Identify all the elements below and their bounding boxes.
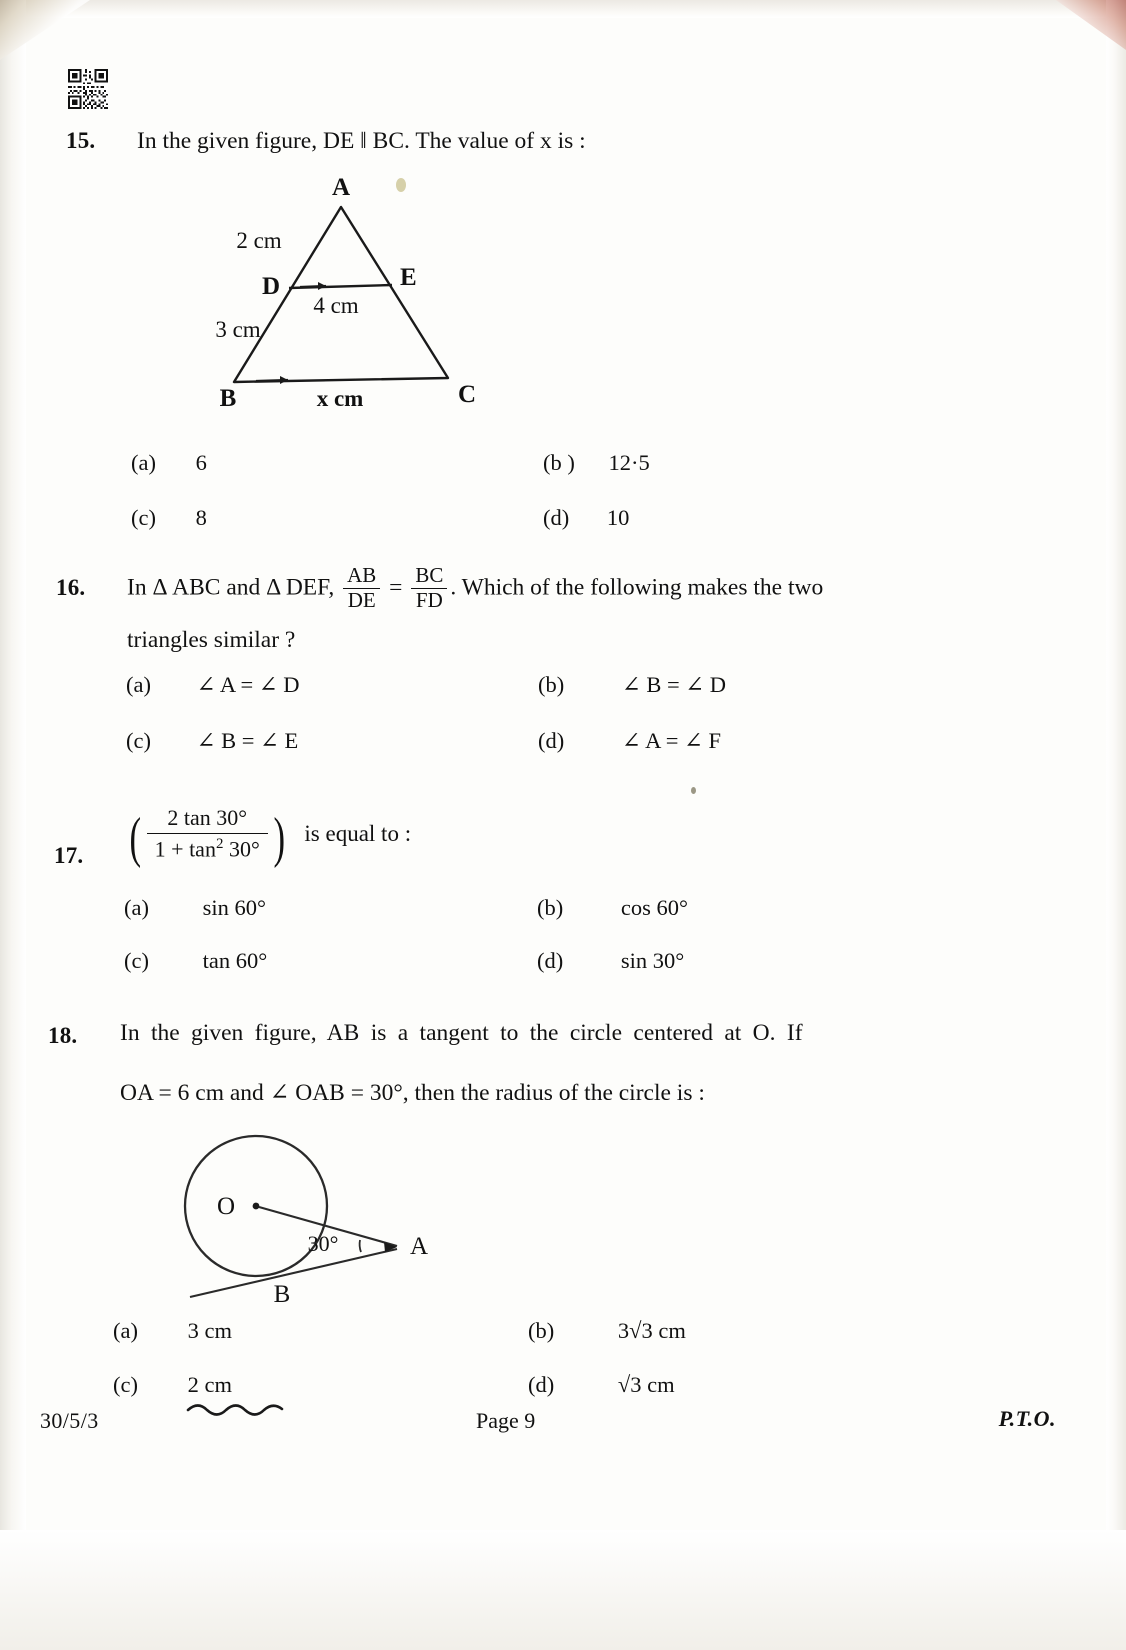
fraction-numerator: BC	[415, 563, 444, 587]
option-value: ∠ B = ∠ E	[196, 728, 299, 753]
denominator-pre: 1 + tan	[154, 836, 216, 862]
question-15-option-b[interactable]	[543, 450, 650, 476]
paper-smudge	[396, 178, 406, 192]
option-label: (c)	[126, 728, 151, 753]
option-value: √3 cm	[617, 1372, 675, 1397]
question-16-text-line2: triangles similar ?	[127, 627, 296, 653]
question-16-number: 16.	[56, 575, 86, 600]
scan-edge-top	[0, 0, 1126, 18]
page-corner-mark	[1056, 0, 1126, 50]
question-16-option-d[interactable]	[538, 728, 721, 754]
triangle-label-C: C	[458, 381, 477, 408]
question-18-text-line1: In the given figure, AB is a tangent to the circle centered at O. If	[120, 1020, 803, 1046]
question-15-option-d[interactable]	[543, 505, 629, 531]
question-15-option-c[interactable]	[131, 505, 207, 531]
question-18-option-a[interactable]	[113, 1318, 232, 1344]
equals-sign: =	[389, 574, 403, 601]
option-value: ∠ A = ∠ F	[621, 728, 722, 753]
option-label: (b)	[537, 895, 564, 920]
page-footer	[0, 1390, 1126, 1460]
question-17-text-after: is equal to :	[304, 821, 412, 847]
option-value: tan 60°	[202, 948, 268, 973]
fraction-denominator: DE	[343, 588, 380, 613]
option-value: cos 60°	[620, 895, 688, 920]
option-value: sin 60°	[202, 895, 266, 920]
question-15-figure	[196, 175, 516, 420]
triangle-length-db: 3 cm	[215, 317, 261, 342]
subject-code: 30/5/3	[40, 1408, 99, 1433]
circle-label-A: A	[410, 1233, 429, 1260]
option-value: 10	[606, 505, 630, 530]
tan-expression	[147, 805, 268, 863]
triangle-length-ad: 2 cm	[236, 228, 282, 253]
fraction-ab-de	[343, 564, 380, 612]
expression-denominator	[147, 833, 268, 863]
option-label: (d)	[528, 1372, 555, 1397]
question-16-option-c[interactable]	[126, 728, 298, 754]
question-15-number: 15.	[66, 128, 96, 153]
option-value: 6	[195, 450, 207, 475]
option-value: 8	[195, 505, 207, 530]
option-label: (a)	[124, 895, 149, 920]
triangle-label-A: A	[331, 174, 351, 201]
question-17-option-b[interactable]	[537, 895, 688, 921]
option-label: (c)	[124, 948, 149, 973]
pto-label: P.T.O.	[998, 1406, 1056, 1431]
option-label: (b)	[528, 1318, 555, 1343]
option-value: 12·5	[608, 450, 650, 475]
question-17-option-d[interactable]	[537, 948, 684, 974]
option-value: 3√3 cm	[617, 1318, 686, 1343]
option-value: ∠ A = ∠ D	[196, 672, 300, 697]
question-16-text-post: . Which of the following makes the two	[450, 574, 824, 601]
exam-page: 15. In the given figure, DE ‖ BC. The value of x is : A D E B C 2 cm 4 cm 3 cm x cm (a) 6 (b ) 12·5 (c) 8 (d) 10 16. In Δ ABC and Δ DEF, $\frac{AB}{DE}$ = $\frac{BC}{FD}$ . Which of the following makes the two triangles similar ? (a) ∠ A = ∠ D (b) ∠ B = ∠ D (c) ∠ B = ∠ E (d) ∠ A = ∠ F 17. ( $\frac{2 \tan 30^\circ}{1 + \tan^2 30^\circ}$ ) is equal to : (a) sin 60° (b) cos 60° (c) tan 60° (d) sin 30° 18. In the given figure, AB is a tangent to the circle centered at O. If OA = 6 cm and ∠ OAB = 30°, then the radius of the circle is : O A B 30° (a) 3 cm (b) 3√3 cm (c) 2 cm (d) √3 cm 30/5/3 Page 9 P.T.O.	[0, 0, 1126, 1650]
paper-speck	[691, 787, 696, 794]
option-label: (b )	[543, 450, 575, 475]
question-17-option-c[interactable]	[124, 948, 267, 974]
question-16-option-b[interactable]	[538, 672, 726, 698]
option-label: (a)	[113, 1318, 138, 1343]
option-value: 3 cm	[187, 1318, 232, 1343]
option-value: 2 cm	[187, 1372, 232, 1397]
question-15-text: In the given figure, DE ‖ BC. The value of x is :	[137, 128, 586, 154]
page-corner-fold	[0, 0, 90, 60]
question-18-figure	[178, 1118, 448, 1308]
expression-numerator: 2 tan 30°	[167, 805, 248, 830]
question-17-option-a[interactable]	[124, 895, 266, 921]
denominator-exponent: 2	[215, 836, 224, 853]
circle-angle-label: 30°	[307, 1231, 339, 1256]
question-18-text-line2: OA = 6 cm and ∠ OAB = 30°, then the radius of the circle is :	[120, 1080, 705, 1106]
question-15-option-a[interactable]	[131, 450, 207, 476]
fraction-denominator: FD	[411, 588, 447, 613]
qr-code-icon	[68, 68, 108, 110]
option-label: (c)	[131, 505, 156, 530]
option-label: (d)	[537, 948, 564, 973]
scan-edge-bottom	[0, 1530, 1126, 1650]
triangle-label-B: B	[219, 385, 237, 412]
circle-label-O: O	[216, 1193, 236, 1220]
question-18-number: 18.	[48, 1023, 78, 1048]
triangle-length-de: 4 cm	[313, 293, 359, 318]
fraction-numerator: AB	[347, 563, 377, 587]
option-label: (a)	[126, 672, 151, 697]
triangle-length-bc: x cm	[316, 386, 364, 411]
page-number: Page 9	[476, 1408, 536, 1433]
option-value: ∠ B = ∠ D	[621, 672, 727, 697]
squiggle-mark	[185, 1398, 295, 1425]
option-label: (b)	[538, 672, 565, 697]
question-18-option-b[interactable]	[528, 1318, 686, 1344]
triangle-label-E: E	[400, 264, 417, 291]
option-value: sin 30°	[620, 948, 685, 973]
option-label: (c)	[113, 1372, 138, 1397]
question-16-option-a[interactable]	[126, 672, 300, 698]
option-label: (d)	[538, 728, 565, 753]
option-label: (a)	[131, 450, 156, 475]
question-17-number: 17.	[54, 843, 84, 868]
triangle-label-D: D	[261, 273, 280, 300]
circle-label-B: B	[273, 1281, 291, 1308]
question-16-text-pre: In Δ ABC and Δ DEF,	[127, 574, 335, 601]
option-label: (d)	[543, 505, 570, 530]
denominator-post: 30°	[228, 836, 260, 862]
fraction-bc-fd	[411, 564, 447, 612]
